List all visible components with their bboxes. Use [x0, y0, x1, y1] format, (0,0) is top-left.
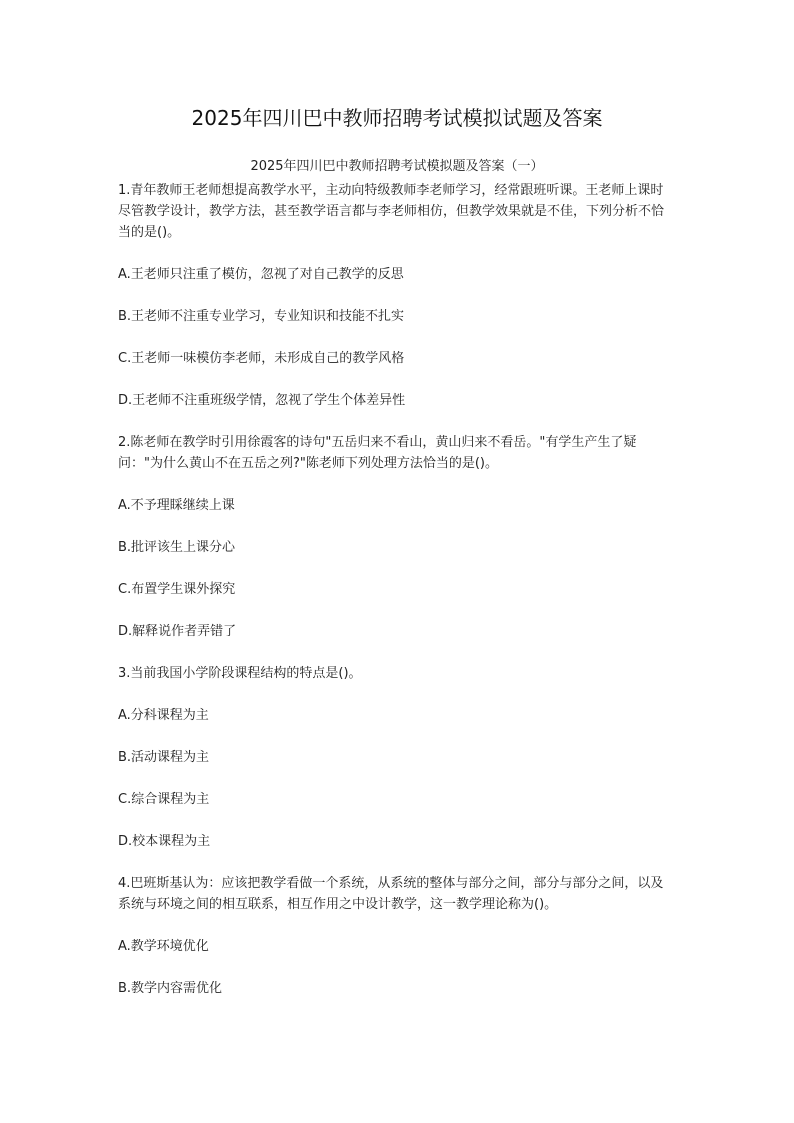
question-1-option-a: A.王老师只注重了模仿，忽视了对自己教学的反思 — [118, 267, 404, 282]
question-3-stem: 3.当前我国小学阶段课程结构的特点是()。 — [118, 666, 362, 681]
question-2-option-d: D.解释说作者弄错了 — [118, 624, 237, 639]
question-2-stem: 2.陈老师在教学时引用徐霞客的诗句"五岳归来不看山，黄山归来不看岳。"有学生产生了疑问："为什么黄山不在五岳之列?"陈老师下列处理方法恰当的是()。 — [118, 435, 637, 471]
document-subtitle: 2025年四川巴中教师招聘考试模拟题及答案（一） — [250, 159, 544, 174]
question-2-option-a: A.不予理睬继续上课 — [118, 498, 235, 513]
question-3-option-c: C.综合课程为主 — [118, 792, 210, 807]
document-body — [118, 180, 674, 999]
question-3-option-a: A.分科课程为主 — [118, 708, 209, 723]
question-3-option-d: D.校本课程为主 — [118, 834, 211, 849]
question-2-option-c: C.布置学生课外探究 — [118, 582, 236, 597]
question-1-option-b: B.王老师不注重专业学习，专业知识和技能不扎实 — [118, 309, 405, 324]
question-4-stem: 4.巴班斯基认为：应该把教学看做一个系统，从系统的整体与部分之间，部分与部分之间，以及系统与环境之间的相互联系，相互作用之中设计教学，这一教学理论称为()。 — [118, 876, 664, 912]
question-1-stem: 1.青年教师王老师想提高教学水平，主动向特级教师李老师学习，经常跟班听课。王老师上课时尽管教学设计，教学方法，甚至教学语言都与李老师相仿，但教学效果就是不佳，下列分析不恰当的是()。 — [118, 183, 665, 240]
document-title: 2025年四川巴中教师招聘考试模拟试题及答案 — [191, 106, 603, 130]
question-4-option-a: A.教学环境优化 — [118, 939, 209, 954]
question-4-option-b: B.教学内容需优化 — [118, 981, 223, 996]
question-1-option-c: C.王老师一味模仿李老师，未形成自己的教学风格 — [118, 351, 405, 366]
question-3-option-b: B.活动课程为主 — [118, 750, 210, 765]
question-1-option-d: D.王老师不注重班级学情，忽视了学生个体差异性 — [118, 393, 406, 408]
question-2-option-b: B.批评该生上课分心 — [118, 540, 236, 555]
